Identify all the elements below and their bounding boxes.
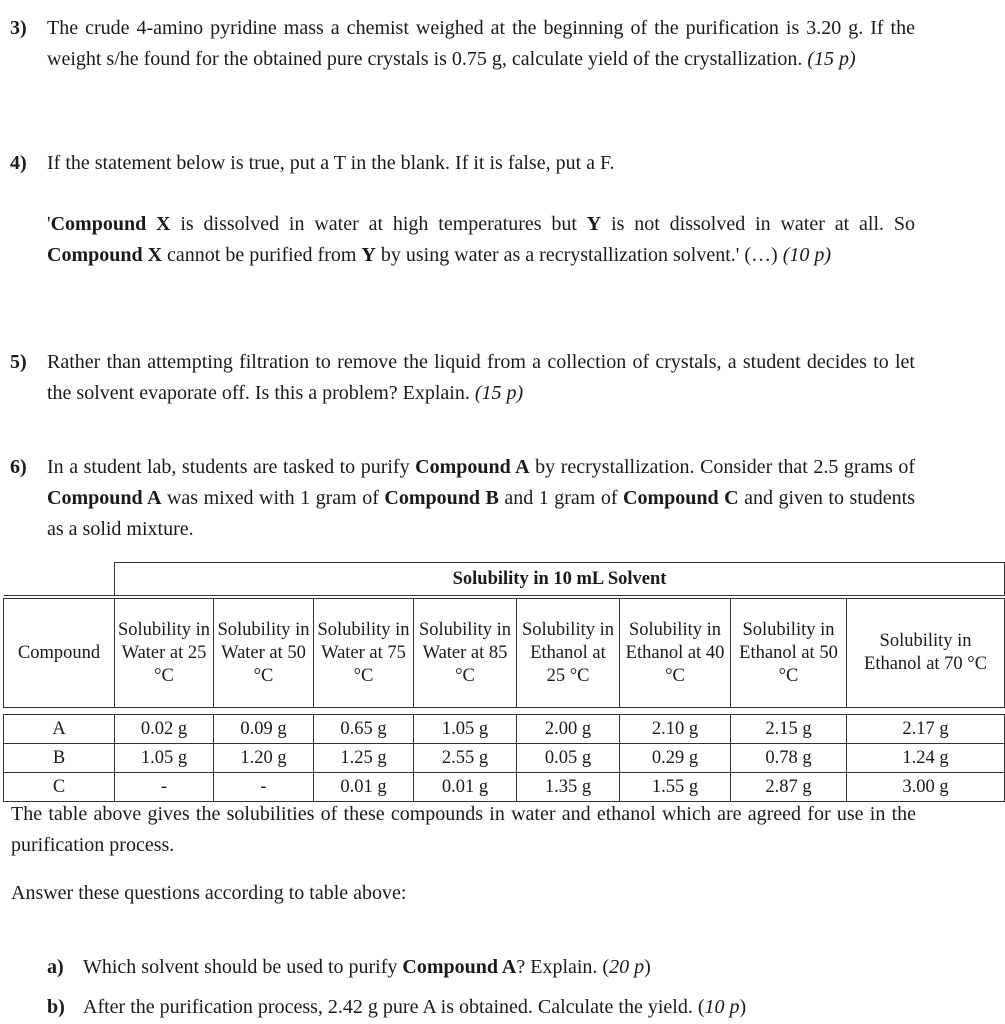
question-text: Rather than attempting filtration to remove the liquid from a collection of crystals, a student decides to let the solvent evaporate off. Is this a problem? Explain. (15 p) <box>47 351 915 404</box>
question-number: 6) <box>10 456 27 478</box>
table-cell: 0.09 g <box>214 715 314 744</box>
table-cell: 2.00 g <box>517 715 620 744</box>
column-header: Solubility in Ethanol at 25 °C <box>517 599 620 708</box>
solubility-table <box>3 562 1005 802</box>
points: 20 p <box>609 956 645 978</box>
column-header: Solubility in Water at 75 °C <box>314 599 414 708</box>
sub-question-label: b) <box>47 996 65 1018</box>
table-cell: - <box>115 773 214 802</box>
table-cell: 0.01 g <box>314 773 414 802</box>
table-row <box>4 773 1005 802</box>
compound-name: B <box>4 744 115 773</box>
question-4 <box>10 148 915 271</box>
column-header: Solubility in Ethanol at 50 °C <box>731 599 847 708</box>
column-header: Solubility in Ethanol at 40 °C <box>620 599 731 708</box>
table-cell: 2.17 g <box>847 715 1005 744</box>
question-5 <box>10 347 915 409</box>
table-cell: 1.05 g <box>115 744 214 773</box>
table-cell: 2.87 g <box>731 773 847 802</box>
question-3 <box>10 13 915 75</box>
table-cell: 3.00 g <box>847 773 1005 802</box>
statement-text: 'Compound X is dissolved in water at high temperatures but Y is not dissolved in water at all. So Compound X cannot be purified from Y by using water as a recrystallization solvent.' (…) (10 p) <box>47 213 915 266</box>
points: 10 p <box>704 996 740 1018</box>
table-title-row <box>4 563 1005 596</box>
table-cell: - <box>214 773 314 802</box>
column-header: Compound <box>4 599 115 708</box>
points: (15 p) <box>807 48 856 70</box>
table-cell: 0.01 g <box>414 773 517 802</box>
question-number: 4) <box>10 152 27 174</box>
column-header: Solubility in Ethanol at 70 °C <box>847 599 1005 708</box>
sub-question-label: a) <box>47 956 64 978</box>
instruction-text: Answer these questions according to table above: <box>11 882 407 904</box>
table-cell: 0.65 g <box>314 715 414 744</box>
table-cell: 0.02 g <box>115 715 214 744</box>
table-header-row <box>4 599 1005 708</box>
table-cell: 1.55 g <box>620 773 731 802</box>
table-caption: The table above gives the solubilities of these compounds in water and ethanol which are agreed for use in the purification process. <box>11 803 916 856</box>
solubility-table-wrapper <box>3 562 1004 802</box>
question-instruction: If the statement below is true, put a T in the blank. If it is false, put a F. <box>47 152 615 174</box>
table-cell: 1.35 g <box>517 773 620 802</box>
table-cell: 2.55 g <box>414 744 517 773</box>
question-text: The crude 4-amino pyridine mass a chemist weighed at the beginning of the purification is 3.20 g. If the weight s/he found for the obtained pure crystals is 0.75 g, calculate yield of the crystallization. (15 p) <box>47 17 915 70</box>
question-number: 5) <box>10 351 27 373</box>
table-row <box>4 744 1005 773</box>
table-title: Solubility in 10 mL Solvent <box>115 563 1005 596</box>
table-cell: 1.24 g <box>847 744 1005 773</box>
sub-question-b: b) After the purification process, 2.42 g pure A is obtained. Calculate the yield. (10 p) <box>47 992 947 1023</box>
compound-name: A <box>4 715 115 744</box>
question-text: In a student lab, students are tasked to purify Compound A by recrystallization. Consider that 2.5 grams of Compound A was mixed with 1 gram of Compound B and 1 gram of Compound C and given to students as a solid mixture. <box>47 456 916 540</box>
question-6 <box>10 452 915 545</box>
table-cell: 0.78 g <box>731 744 847 773</box>
question-number: 3) <box>10 17 27 39</box>
table-cell: 2.15 g <box>731 715 847 744</box>
column-header: Solubility in Water at 50 °C <box>214 599 314 708</box>
points: (10 p) <box>782 244 832 266</box>
table-cell: 0.05 g <box>517 744 620 773</box>
column-header: Solubility in Water at 25 °C <box>115 599 214 708</box>
table-cell: 1.05 g <box>414 715 517 744</box>
table-cell: 0.29 g <box>620 744 731 773</box>
points: (15 p) <box>474 382 524 404</box>
sub-question-a: a) Which solvent should be used to purify Compound A? Explain. (20 p) <box>47 952 947 983</box>
column-header: Solubility in Water at 85 °C <box>414 599 517 708</box>
table-cell: 2.10 g <box>620 715 731 744</box>
table-cell: 1.25 g <box>314 744 414 773</box>
compound-name: C <box>4 773 115 802</box>
table-row <box>4 715 1005 744</box>
table-cell: 1.20 g <box>214 744 314 773</box>
